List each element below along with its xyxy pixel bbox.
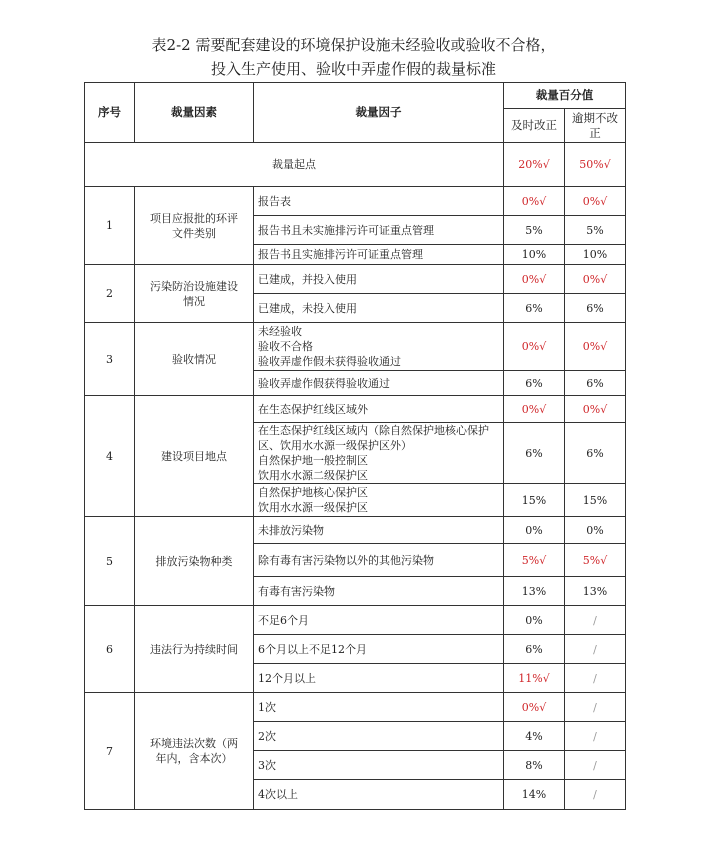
- discretion-standard-table: [84, 82, 626, 810]
- group-factor: 建设项目地点: [135, 396, 254, 517]
- table-row: [85, 187, 626, 216]
- subfactor-item: 除有毒有害污染物以外的其他污染物: [254, 544, 504, 577]
- overdue-value: 6%: [565, 294, 626, 323]
- subfactor-item: 4次以上: [254, 780, 504, 810]
- timely-value: 0%√: [504, 323, 565, 371]
- timely-value: 5%√: [504, 544, 565, 577]
- overdue-value: 0%: [565, 517, 626, 544]
- group-seq: 1: [85, 187, 135, 265]
- overdue-value: /: [565, 606, 626, 635]
- table-title-line-2: 投入生产使用、验收中弄虚作假的裁量标准: [210, 60, 496, 78]
- subfactor-item: 12个月以上: [254, 664, 504, 693]
- subfactor-item: 未排放污染物: [254, 517, 504, 544]
- overdue-value: /: [565, 780, 626, 810]
- header-timely: 及时改正: [504, 109, 565, 143]
- table-row: [85, 517, 626, 544]
- overdue-value: /: [565, 751, 626, 780]
- timely-value: 0%√: [504, 187, 565, 216]
- start-timely: 20%√: [504, 143, 565, 187]
- group-factor: 项目应报批的环评文件类别: [135, 187, 254, 265]
- timely-value: 8%: [504, 751, 565, 780]
- subfactor-item: 在生态保护红线区域外: [254, 396, 504, 423]
- subfactor-item: 未经验收 验收不合格 验收弄虚作假未获得验收通过: [254, 323, 504, 371]
- overdue-value: /: [565, 635, 626, 664]
- timely-value: 13%: [504, 577, 565, 606]
- timely-value: 10%: [504, 245, 565, 265]
- timely-value: 0%: [504, 606, 565, 635]
- overdue-value: 0%√: [565, 323, 626, 371]
- overdue-value: 10%: [565, 245, 626, 265]
- table-title-line-1: 表2-2 需要配套建设的环境保护设施未经验收或验收不合格，: [151, 36, 556, 54]
- timely-value: 5%: [504, 216, 565, 245]
- subfactor-item: 不足6个月: [254, 606, 504, 635]
- start-overdue: 50%√: [565, 143, 626, 187]
- group-factor: 验收情况: [135, 323, 254, 396]
- group-seq: 2: [85, 265, 135, 323]
- subfactor-item: 报告表: [254, 187, 504, 216]
- header-seq: 序号: [85, 83, 135, 143]
- table-row: [85, 265, 626, 294]
- group-seq: 7: [85, 693, 135, 810]
- subfactor-item: 已建成，并投入使用: [254, 265, 504, 294]
- timely-value: 4%: [504, 722, 565, 751]
- overdue-value: 6%: [565, 423, 626, 484]
- table-row: [85, 323, 626, 371]
- table-row: [85, 396, 626, 423]
- subfactor-item: 1次: [254, 693, 504, 722]
- group-seq: 3: [85, 323, 135, 396]
- group-factor: 违法行为持续时间: [135, 606, 254, 693]
- group-factor: 排放污染物种类: [135, 517, 254, 606]
- subfactor-item: 2次: [254, 722, 504, 751]
- subfactor-item: 报告书且实施排污许可证重点管理: [254, 245, 504, 265]
- group-factor: 污染防治设施建设情况: [135, 265, 254, 323]
- group-seq: 4: [85, 396, 135, 517]
- subfactor-item: 6个月以上不足12个月: [254, 635, 504, 664]
- table-row: [85, 693, 626, 722]
- overdue-value: 6%: [565, 371, 626, 396]
- timely-value: 0%: [504, 517, 565, 544]
- overdue-value: 0%√: [565, 265, 626, 294]
- subfactor-item: 已建成，未投入使用: [254, 294, 504, 323]
- overdue-value: 0%√: [565, 187, 626, 216]
- timely-value: 0%√: [504, 265, 565, 294]
- group-factor: 环境违法次数（两年内，含本次）: [135, 693, 254, 810]
- timely-value: 6%: [504, 635, 565, 664]
- overdue-value: /: [565, 664, 626, 693]
- header-factor: 裁量因素: [135, 83, 254, 143]
- header-subfactor: 裁量因子: [254, 83, 504, 143]
- header-percent: 裁量百分值: [504, 83, 626, 109]
- subfactor-item: 报告书且未实施排污许可证重点管理: [254, 216, 504, 245]
- timely-value: 11%√: [504, 664, 565, 693]
- timely-value: 14%: [504, 780, 565, 810]
- table-row: [85, 606, 626, 635]
- header-overdue: 逾期不改正: [565, 109, 626, 143]
- timely-value: 15%: [504, 484, 565, 517]
- overdue-value: 15%: [565, 484, 626, 517]
- subfactor-item: 自然保护地核心保护区 饮用水水源一级保护区: [254, 484, 504, 517]
- timely-value: 6%: [504, 294, 565, 323]
- timely-value: 0%√: [504, 396, 565, 423]
- overdue-value: /: [565, 722, 626, 751]
- overdue-value: /: [565, 693, 626, 722]
- subfactor-item: 验收弄虚作假获得验收通过: [254, 371, 504, 396]
- overdue-value: 13%: [565, 577, 626, 606]
- overdue-value: 5%: [565, 216, 626, 245]
- timely-value: 6%: [504, 423, 565, 484]
- overdue-value: 5%√: [565, 544, 626, 577]
- overdue-value: 0%√: [565, 396, 626, 423]
- group-seq: 6: [85, 606, 135, 693]
- timely-value: 6%: [504, 371, 565, 396]
- group-seq: 5: [85, 517, 135, 606]
- subfactor-item: 有毒有害污染物: [254, 577, 504, 606]
- subfactor-item: 在生态保护红线区域内（除自然保护地核心保护区、饮用水水源一级保护区外） 自然保护地一般控制区 饮用水水源二级保护区: [254, 423, 504, 484]
- start-label: 裁量起点: [85, 143, 504, 187]
- subfactor-item: 3次: [254, 751, 504, 780]
- timely-value: 0%√: [504, 693, 565, 722]
